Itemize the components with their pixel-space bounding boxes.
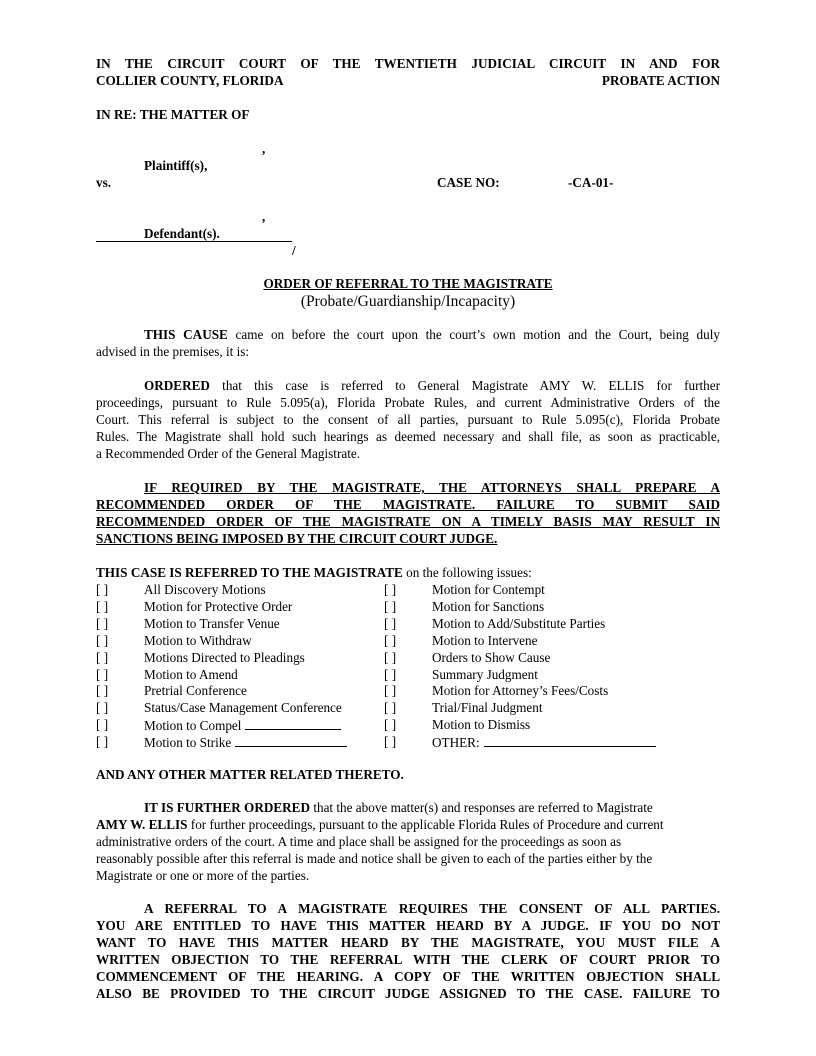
warning2-line5: COMMENCEMENT OF THE HEARING. A COPY OF THE WRITTEN OBJECTION SHALL	[96, 969, 720, 984]
court-heading-line1: IN THE CIRCUIT COURT OF THE TWENTIETH JUDICIAL CIRCUIT IN AND FOR	[96, 56, 720, 71]
issue-checkbox[interactable]: [ ]	[384, 582, 397, 597]
magistrate-name: AMY W. ELLIS	[96, 817, 188, 832]
case-number-label: CASE NO:	[437, 175, 500, 190]
this-cause-line1: THIS CAUSE came on before the court upon the court’s own motion and the Court, being duly	[144, 327, 720, 342]
issue-blank-line[interactable]	[235, 734, 347, 747]
in-re-label: IN RE: THE MATTER OF	[96, 107, 250, 122]
issue-checkbox[interactable]: [ ]	[96, 582, 109, 597]
caption-comma: ,	[262, 141, 266, 156]
caption-slash: /	[292, 243, 296, 258]
issue-checkbox[interactable]: [ ]	[96, 717, 109, 732]
issue-label: Motion to Dismiss	[432, 717, 531, 732]
issue-label: Motion for Sanctions	[432, 599, 545, 614]
issue-checkbox[interactable]: [ ]	[384, 599, 397, 614]
warning1-line1: IF REQUIRED BY THE MAGISTRATE, THE ATTORNEYS SHALL PREPARE A	[144, 480, 720, 495]
issue-label: Trial/Final Judgment	[432, 700, 543, 715]
ordered-line4: Rules. The Magistrate shall hold such hearings as deemed necessary and shall file, as soon as practicable,	[96, 429, 720, 444]
issue-checkbox[interactable]: [ ]	[96, 633, 109, 648]
issue-label: Motion for Attorney’s Fees/Costs	[432, 683, 609, 698]
issue-label: Motion for Contempt	[432, 582, 545, 597]
warning2-line4: WRITTEN OBJECTION TO THE REFERRAL WITH THE CLERK OF COURT PRIOR TO	[96, 952, 720, 967]
ordered-lead: ORDERED	[144, 378, 210, 393]
issue-checkbox[interactable]: [ ]	[96, 667, 109, 682]
ordered-line1: ORDERED that this case is referred to General Magistrate AMY W. ELLIS for further	[144, 378, 720, 393]
probate-action-label: PROBATE ACTION	[601, 73, 720, 88]
plaintiff-label: Plaintiff(s),	[144, 158, 208, 173]
defendant-label: Defendant(s).	[144, 226, 220, 241]
vs-label: vs.	[96, 175, 112, 190]
issue-label: Motion to Intervene	[432, 633, 538, 648]
further-ordered-line3: administrative orders of the court. A time and place shall be assigned for the proceedings as soon as	[96, 834, 622, 849]
issue-label: Motion to Withdraw	[144, 633, 252, 648]
further-ordered-line1: IT IS FURTHER ORDERED that the above matter(s) and responses are referred to Magistrate	[144, 800, 653, 815]
issue-checkbox[interactable]: [ ]	[384, 633, 397, 648]
issue-checkbox[interactable]: [ ]	[384, 683, 397, 698]
issue-checkbox[interactable]: [ ]	[96, 683, 109, 698]
this-cause-lead: THIS CAUSE	[144, 327, 228, 342]
caption-comma: ,	[262, 209, 266, 224]
warning1-line2: RECOMMENDED ORDER OF THE MAGISTRATE. FAILURE TO SUBMIT SAID	[96, 497, 720, 512]
issue-label: Status/Case Management Conference	[144, 700, 342, 715]
issue-checkbox[interactable]: [ ]	[384, 700, 397, 715]
warning2-line3: WANT TO HAVE THIS MATTER HEARD BY THE MAGISTRATE, YOU MUST FILE A	[96, 935, 720, 950]
issue-blank-line[interactable]	[484, 734, 656, 747]
warning1-line4: SANCTIONS BEING IMPOSED BY THE CIRCUIT COURT JUDGE.	[96, 531, 498, 546]
issue-label: Orders to Show Cause	[432, 650, 551, 665]
order-title: ORDER OF REFERRAL TO THE MAGISTRATE	[263, 276, 553, 291]
issue-label: Motion to Add/Substitute Parties	[432, 616, 606, 631]
issue-label: Motions Directed to Pleadings	[144, 650, 305, 665]
ordered-line5: a Recommended Order of the General Magistrate.	[96, 446, 361, 461]
issue-checkbox[interactable]: [ ]	[384, 667, 397, 682]
issue-checkbox[interactable]: [ ]	[384, 616, 397, 631]
issue-label: Summary Judgment	[432, 667, 538, 682]
issue-label: Motion to Transfer Venue	[144, 616, 280, 631]
caption-rule	[96, 241, 292, 242]
warning2-line1: A REFERRAL TO A MAGISTRATE REQUIRES THE CONSENT OF ALL PARTIES.	[144, 901, 720, 916]
issue-checkbox[interactable]: [ ]	[96, 599, 109, 614]
issue-blank-line[interactable]	[245, 717, 341, 730]
further-ordered-line5: Magistrate or one or more of the parties.	[96, 868, 310, 883]
further-ordered-lead: IT IS FURTHER ORDERED	[144, 800, 311, 815]
other-matter-line: AND ANY OTHER MATTER RELATED THERETO.	[96, 767, 404, 782]
issue-checkbox[interactable]: [ ]	[384, 650, 397, 665]
issue-label: Motion to Strike	[144, 734, 347, 752]
ordered-line2: proceedings, pursuant to Rule 5.095(a), Florida Probate Rules, and current Administrative Orders of the	[96, 395, 720, 410]
issue-checkbox[interactable]: [ ]	[96, 650, 109, 665]
further-ordered-line4: reasonably possible after this referral is made and notice shall be given to each of the parties either by the	[96, 851, 653, 866]
issue-checkbox[interactable]: [ ]	[96, 700, 109, 715]
ordered-line3: Court. This referral is subject to the consent of all parties, pursuant to Rule 5.095(c), Florida Probate	[96, 412, 720, 427]
this-cause-line2: advised in the premises, it is:	[96, 344, 250, 359]
issue-checkbox[interactable]: [ ]	[96, 734, 109, 749]
issue-checkbox[interactable]: [ ]	[384, 717, 397, 732]
court-heading-county: COLLIER COUNTY, FLORIDA	[96, 73, 284, 88]
issue-checkbox[interactable]: [ ]	[96, 616, 109, 631]
issues-heading: THIS CASE IS REFERRED TO THE MAGISTRATE on the following issues:	[96, 565, 532, 580]
issue-label: Motion for Protective Order	[144, 599, 293, 614]
issue-label: All Discovery Motions	[144, 582, 266, 597]
order-subtitle: (Probate/Guardianship/Incapacity)	[300, 293, 516, 310]
issue-label: Motion to Amend	[144, 667, 238, 682]
further-ordered-line2: AMY W. ELLIS for further proceedings, pursuant to the applicable Florida Rules of Procedure and current	[96, 817, 664, 832]
warning2-line6: ALSO BE PROVIDED TO THE CIRCUIT JUDGE ASSIGNED TO THE CASE. FAILURE TO	[96, 986, 720, 1001]
issue-checkbox[interactable]: [ ]	[384, 734, 397, 749]
issue-label: OTHER:	[432, 734, 656, 752]
warning1-line3: RECOMMENDED ORDER OF THE MAGISTRATE ON A TIMELY BASIS MAY RESULT IN	[96, 514, 720, 529]
warning2-line2: YOU ARE ENTITLED TO HAVE THIS MATTER HEARD BY A JUDGE. IF YOU DO NOT	[96, 918, 720, 933]
case-number-value: -CA-01-	[568, 175, 614, 190]
issue-label: Motion to Compel	[144, 717, 341, 735]
issue-label: Pretrial Conference	[144, 683, 247, 698]
